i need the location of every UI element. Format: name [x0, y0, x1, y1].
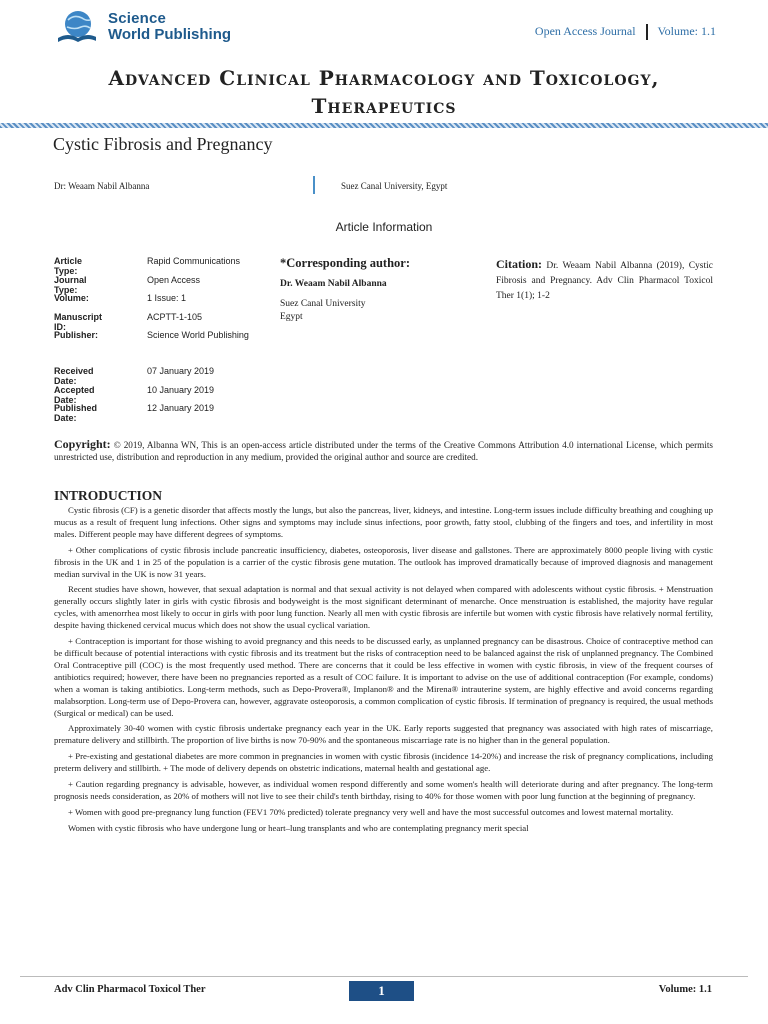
- copyright-block: [54, 438, 713, 463]
- journal-title-line2: Therapeutics: [311, 94, 457, 118]
- corresponding-author: [280, 256, 410, 324]
- journal-title-line1: Advanced Clinical Pharmacology and Toxicology,: [108, 66, 660, 90]
- date-value: 12 January 2019: [147, 403, 215, 413]
- logo-text-line2: World Publishing: [108, 26, 232, 43]
- info-value: Rapid Communications: [147, 256, 241, 266]
- header-divider: [646, 24, 648, 40]
- footer-divider: [20, 976, 748, 977]
- copyright-label: Copyright:: [54, 437, 111, 451]
- citation-label: Citation:: [496, 257, 542, 271]
- journal-type: Open Access Journal: [534, 24, 636, 38]
- date-key: Accepted Date:: [54, 384, 95, 405]
- corresponding-address-line2: Egypt: [280, 312, 303, 322]
- corresponding-address-line1: Suez Canal University: [280, 299, 366, 309]
- corresponding-heading: *Corresponding author:: [280, 256, 410, 270]
- paragraph: Women with cystic fibrosis who have undergone lung or heart–lung transplants and who are contemplating pregnancy merit special: [68, 822, 529, 833]
- article-info-heading: Article Information: [335, 220, 433, 234]
- info-key: Volume:: [54, 293, 89, 303]
- globe-book-icon: [56, 8, 96, 48]
- paragraph: + Pre-existing and gestational diabetes are more common in pregnancies in women with cystic fibrosis (incidence 14-20%) and increase the risk of pregnancy complications, including preterm delivery and stillbirth. + The mode of delivery depends on obstetric indications, maternal health and gestational age.: [54, 751, 713, 774]
- paragraph: + Women with good pre-pregnancy lung function (FEV1 70% predicted) tolerate pregnancy very well and have the most successful outcomes and lowest maternal mortality.: [68, 806, 674, 817]
- info-value: Open Access: [147, 274, 201, 285]
- logo-text-line1: Science: [108, 10, 167, 27]
- citation-text: Dr. Weaam Nabil Albanna (2019), Cystic Fibrosis and Pregnancy. Adv Clin Pharmacol Toxicol Ther 1(1); 1-2: [496, 261, 713, 301]
- info-key: Publisher:: [54, 330, 99, 340]
- author-name: Dr: Weaam Nabil Albanna: [54, 181, 150, 191]
- header-meta: [535, 24, 716, 40]
- header-volume: Volume: 1.1: [657, 24, 716, 38]
- footer-journal: Adv Clin Pharmacol Toxicol Ther: [54, 984, 206, 995]
- paragraph: Recent studies have shown, however, that sexual adaptation is normal and that sexual activity is not delayed when compared with adolescents without cystic fibrosis. + Menstruation generally occurs slightly later in girls with cystic fibrosis and bodyweight is the most significant determinant of menarche. Once menstruation is established, the majority have regular cycles, with amenorrhea most likely to occur in girls with poor lung function. Nearly all men with cystic fibrosis are infertile but women with cystic fibrosis have relatively normal fertility, despite having thickened cervical mucus which does not show the usual cyclical variation.: [54, 584, 713, 631]
- corresponding-name: Dr. Weaam Nabil Albanna: [280, 279, 387, 289]
- info-value: Science World Publishing: [147, 330, 249, 340]
- header-divider-band: [0, 123, 768, 128]
- author-affiliation: Suez Canal University, Egypt: [341, 181, 448, 191]
- paragraph: + Contraception is important for those wishing to avoid pregnancy and this needs to be discussed early, as unplanned pregnancy can be disastrous. Choice of contraceptive method can be difficult because of potential interactions with cystic fibrosis and its treatment but the risks of contraception need to be balanced against the risk of unplanned pregnancy. The Combined Oral Contraceptive pill (COC) is the most frequently used method. There are concerns that it could be less effective in women with cystic fibrosis, in view of the frequent courses of antibiotics required; however, there have been no pregnancies reported as a result of COC failure. It is important to advise on the use of additional contraception (For example, condoms) when a woman is taking antibiotics. Long-term methods, such as Depo-Provera®, Implanon® and the Mirena® intrauterine system, are highly effective and avoid concerns regarding malabsorption. Long-term use of Depo-Provera can, however, aggravate osteoporosis, a common complication of cystic fibrosis. If termination of pregnancy is required, the usual methods (Surgical or medical) can be used.: [54, 636, 713, 718]
- paragraph: + Other complications of cystic fibrosis include pancreatic insufficiency, diabetes, osteoporosis, liver disease and gallstones. There are approximately 8000 people living with cystic fibrosis in the UK and 1 in 25 of the population is a carrier of the cystic fibrosis gene mutation. The outlook has improved dramatically because of improved diagnosis and management median survival in the UK is now 31 years.: [54, 544, 713, 579]
- paragraph: Cystic fibrosis (CF) is a genetic disorder that affects mostly the lungs, but also the pancreas, liver, kidneys, and intestine. Long-term issues include difficulty breathing and coughing up mucus as a result of frequent lung infections. Other signs and symptoms may include sinus infections, poor growth, fatty stool, clubbing of the fingers and toes, and infertility in most males. Different people may have different degrees of symptoms.: [54, 505, 713, 539]
- date-value: 10 January 2019: [147, 384, 215, 395]
- info-value: ACPTT-1-105: [147, 311, 203, 322]
- paragraph: + Caution regarding pregnancy is advisable, however, as individual women respond differently and some women's health will deteriorate during and after pregnancy. The long-term prognosis needs consideration, as 20% of mothers will not live to see their child's tenth birthday, rising to 40% for those women with poor lung function at the beginning of pregnancy.: [54, 779, 713, 801]
- affiliation-divider: [313, 176, 315, 194]
- introduction-heading: INTRODUCTION: [54, 488, 163, 503]
- citation-block: [496, 257, 713, 304]
- date-key: Received Date:: [54, 366, 94, 386]
- copyright-text: © 2019, Albanna WN, This is an open-access article distributed under the terms of the Creative Commons Attribution 4.0 international License, which permits unrestricted use, distribution and reproduction in any medium, provided the original author and source are credited.: [54, 440, 714, 462]
- date-value: 07 January 2019: [147, 366, 215, 376]
- page-number: 1: [349, 981, 414, 1001]
- publisher-logo: [56, 8, 256, 48]
- paragraph: Approximately 30-40 women with cystic fibrosis undertake pregnancy each year in the UK. Early reports suggested that pregnancy was associated with high rates of miscarriage, premature delivery and stillbirth. The proportion of live births is now 70-90% and the spontaneous miscarriage rate is no higher than in the general population.: [54, 723, 713, 746]
- journal-title: [40, 64, 728, 120]
- footer-volume: Volume: 1.1: [658, 984, 712, 995]
- info-value: 1 Issue: 1: [147, 293, 187, 303]
- article-title: Cystic Fibrosis and Pregnancy: [53, 134, 273, 154]
- date-key: Published Date:: [54, 403, 98, 423]
- info-key: Article Type:: [54, 256, 83, 276]
- info-key: Journal Type:: [54, 274, 87, 295]
- introduction-body: [54, 505, 713, 839]
- info-key: Manuscript ID:: [54, 311, 103, 332]
